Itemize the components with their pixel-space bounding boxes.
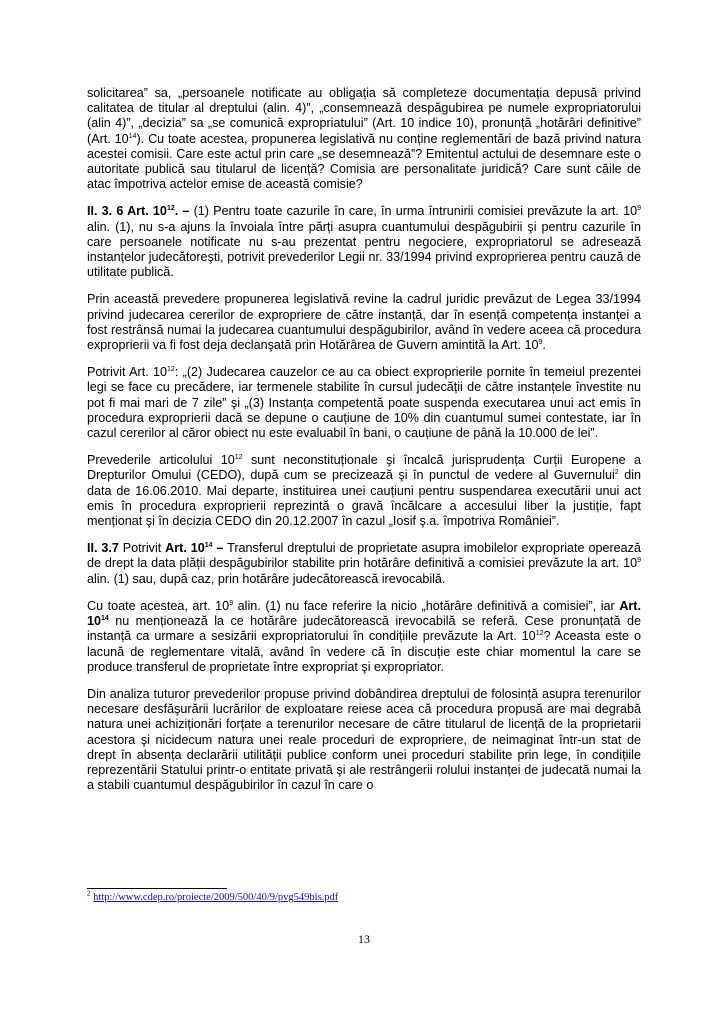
text-segment: Transferul dreptului de proprietate asupra imobilelor expropriate operează de drept la data plății despăgubirilor stabilite prin hotărâre definitivă a comisiei prevăzute la art. 10: [87, 541, 641, 571]
page-number: 13: [358, 932, 370, 946]
paragraph-commission-details: [87, 86, 641, 192]
text-segment: Prin această prevedere propunerea legislativă revine la cadrul juridic prevăzut de Legea 33/1994 privind judecarea cererilor de expropriere de către instanță, dar în esență competența instanței a fost restrânsă numai la judecarea cuantumului despăgubirilor, având în vedere aceea că procedura exproprierii va fi fost deja declanşată prin Hotărârea de Guvern amintită la Art. 10: [87, 292, 641, 353]
text-segment: ). Cu toate acestea, propunerea legislativă nu conține reglementări de bază privind natura acestei comisii. Care este actul prin care „se desemnează”? Emitentul actului de desemnare este o autoritate publică sau titularul de licență? Comisia are personalitate juridică? Care sunt căile de atac împotriva actelor emise de această comisie?: [87, 131, 642, 192]
superscript: 12: [166, 205, 175, 213]
footnote-link[interactable]: http://www.cdep.ro/proiecte/2009/500/40/9/pvg549bis.pdf: [93, 892, 339, 903]
article-text: Art. 10: [165, 541, 205, 556]
text-segment: : „(2) Judecarea cauzelor ce au ca obiect exproprierile pornite în temeiul prezentei legi se face cu precădere, iar termenele stabilite în cursul judecății de către instanțele învestite nu pot fi mai mari de 7 zile” şi „(3) Instanța competentă poate suspenda executarea unui act emis în procedura exproprierii dacă se depune o cauțiune de 10% din cuantumul sumei contestate, iar în cazul cererilor al căror obiect nu este evaluabil în bani, o cauțiune de până la 10.000 de lei”.: [87, 365, 641, 441]
text-segment: sunt neconstituționale şi încalcă jurisprudența Curții Europene a Drepturilor Omului (CEDO), după cum se precizează şi în punctul de vedere al Guvernului: [87, 453, 642, 483]
paragraph-regulation-gap: [87, 599, 641, 675]
superscript: 14: [128, 132, 137, 140]
paragraph-art-10-14: [87, 541, 641, 587]
footnote-reference[interactable]: 2: [614, 469, 619, 477]
text-segment: .: [542, 338, 546, 353]
superscript: 9: [637, 557, 641, 565]
paragraph-unconstitutional: [87, 453, 641, 529]
superscript: 12: [167, 366, 175, 374]
footnote: [87, 889, 339, 903]
text-segment: alin. (1) sau, după caz, prin hotărâre judecătorească irevocabilă.: [87, 571, 446, 586]
document-body: [87, 86, 641, 805]
section-heading: [87, 204, 189, 218]
superscript: 9: [637, 205, 641, 213]
text-segment: alin. (1), nu s-a ajuns la învoiala între părți asupra cuantumului despăgubirii şi pentru cazurile în care persoanele notificate nu s-au prezentat pentru negociere, expropriatorul se adresează instanțelor judecătoreşti, potrivit prevederilor Legii nr. 33/1994 privind exproprierea pentru cauză de utilitate publică.: [87, 219, 641, 280]
footnote-separator: [87, 888, 227, 889]
superscript: 14: [204, 542, 213, 550]
superscript: 12: [234, 454, 243, 462]
article-reference: [165, 541, 223, 555]
text-segment: nu menționează la ce hotărâre judecătorească irevocabilă se referă. Cese pronunțată de instanță ca urmare a sesizării expropriatorului în condițiile prevăzute la Art. 10: [87, 614, 641, 644]
text-segment: Potrivit Art. 10: [87, 365, 168, 380]
paragraph-art-10-12-quote: [87, 365, 641, 441]
text-segment: (1) Pentru toate cazurile în care, în urma întrunirii comisiei prevăzute la art. 10: [189, 204, 638, 219]
superscript: 9: [229, 599, 234, 607]
text-segment: ? Aceasta este o lacună de reglementare vitală, având în vedere că în discuție este chiar momentul la care se produce transferul de proprietate între expropriat şi expropriator.: [87, 629, 641, 674]
superscript: 14: [101, 614, 109, 622]
footnote-number: 2: [87, 889, 91, 898]
superscript: 9: [538, 338, 543, 346]
heading-text: . –: [174, 204, 190, 219]
heading-text: II. 3. 6 Art. 10: [87, 204, 167, 219]
superscript: 12: [535, 630, 544, 638]
paragraph-legal-framework: [87, 292, 641, 353]
text-segment: Prevederile articolului 10: [87, 453, 235, 468]
paragraph-art-10-12: [87, 204, 641, 280]
article-text: Art. 10: [87, 598, 642, 629]
text-segment: Din analiza tuturor prevederilor propuse privind dobândirea dreptului de folosință asupra terenurilor necesare desfăşurării lucrărilor de exploatare reiese acea că procedura propusă are mai degrabă natura unei achiziționări forțate a terenurilor necesare de către titularul de licență de la proprietarii acestora şi nicidecum natura unei reale proceduri de expropriere, de neimaginat într-un stat de drept în absența declarării utilității publice conform unei proceduri stabilite prin lege, în condițiile reprezentării Statului printr-o entitate privată şi ale restrângerii rolului instanței de judecată numai la a stabili cuantumul despăgubirilor în cazul în care o: [87, 686, 641, 793]
paragraph-analysis: [87, 687, 641, 793]
text-segment: alin. (1) nu face referire la nicio „hotărâre definitivă a comisiei”, iar: [233, 598, 620, 613]
text-segment: Potrivit: [118, 541, 166, 556]
text-segment: solicitarea” sa, „persoanele notificate au obligația să completeze documentația depusă privind calitatea de titular al dreptului (alin. 4)”, „consemnează despăgubirea pe numele expropriatorului (alin 4)”, „decizia” sa „se comunică expropriatului” (Art. 10 indice 10), pronunță „hotărâri definitive” (Art. 10: [87, 86, 641, 146]
section-heading: II. 3.7: [87, 541, 119, 556]
article-text: –: [212, 541, 224, 556]
text-segment: din data de 16.06.2010. Mai departe, instituirea unei cauțiuni pentru suspendarea executării unui act emis în procedura exproprierii reprezintă o gravă încălcare a accesului liber la justiție, fapt menționat şi în decizia CEDO din 20.12.2007 în cazul „Iosif ş.a. împotriva României”.: [87, 468, 642, 529]
text-segment: Cu toate acestea, art. 10: [87, 598, 230, 613]
